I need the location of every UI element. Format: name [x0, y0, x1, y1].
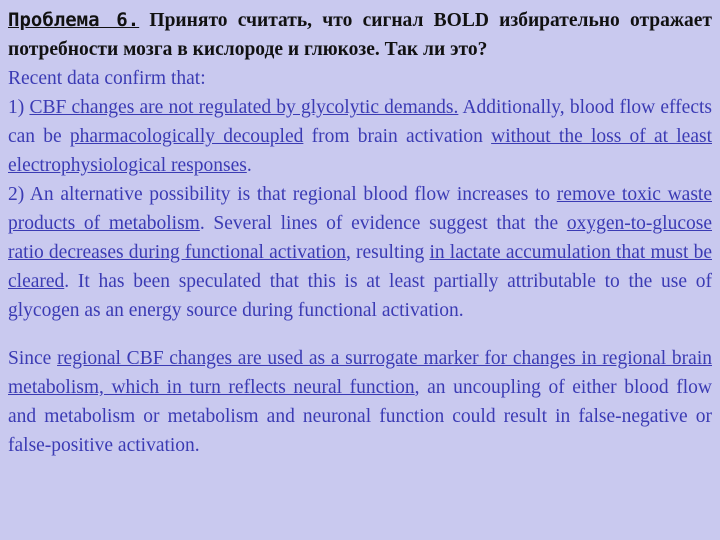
point-2-underlined-3: in lactate accumulation that must be cleared [8, 242, 712, 292]
point-1-text-2: from brain activation [303, 126, 492, 147]
problem-text: Принято считать, что сигнал BOLD избирательно отражает потребности мозга в кислороде и глюкозе. Так ли это? [8, 10, 712, 60]
point-2-underlined-1: remove toxic waste products of metabolism [8, 184, 712, 234]
point-2-text-3: . It has been speculated that this is at least partially attributable to the use of glycogen as an energy source during functional activation. [8, 271, 712, 321]
problem-label: Проблема 6. [8, 9, 140, 31]
point-1-underlined-2: pharmacologically decoupled [69, 126, 304, 147]
since-text-0: Since [8, 348, 58, 369]
point-1-underlined-1: CBF changes are not regulated by glycolytic demands. [29, 97, 459, 118]
point-1 [8, 93, 712, 180]
problem-paragraph [8, 6, 712, 64]
point-2-underlined-2: oxygen-to-glucose ratio decreases during functional activation [8, 213, 712, 263]
recent-line: Recent data confirm that: [8, 68, 206, 89]
point-2 [8, 180, 712, 325]
point-1-text-3: . [246, 155, 252, 176]
point-2-text-2: , resulting [345, 242, 430, 263]
point-1-prefix: 1) [8, 97, 30, 118]
point-2-text-0: 2) An alternative possibility is that regional blood flow increases to [8, 184, 557, 205]
point-2-text-1: . Several lines of evidence suggest that the [199, 213, 567, 234]
since-paragraph [8, 344, 712, 460]
since-text-1: , an uncoupling of either blood flow and metabolism or metabolism and neuronal function could result in false-negative or false-positive activation. [8, 377, 712, 456]
point-1-text-1: Additionally, blood flow effects can be [8, 97, 712, 147]
since-underlined-1: regional CBF changes are used as a surrogate marker for changes in regional brain metabolism, which in turn reflects neural function [8, 348, 712, 398]
point-1-underlined-3: without the loss of at least electrophysiological responses [8, 126, 713, 176]
